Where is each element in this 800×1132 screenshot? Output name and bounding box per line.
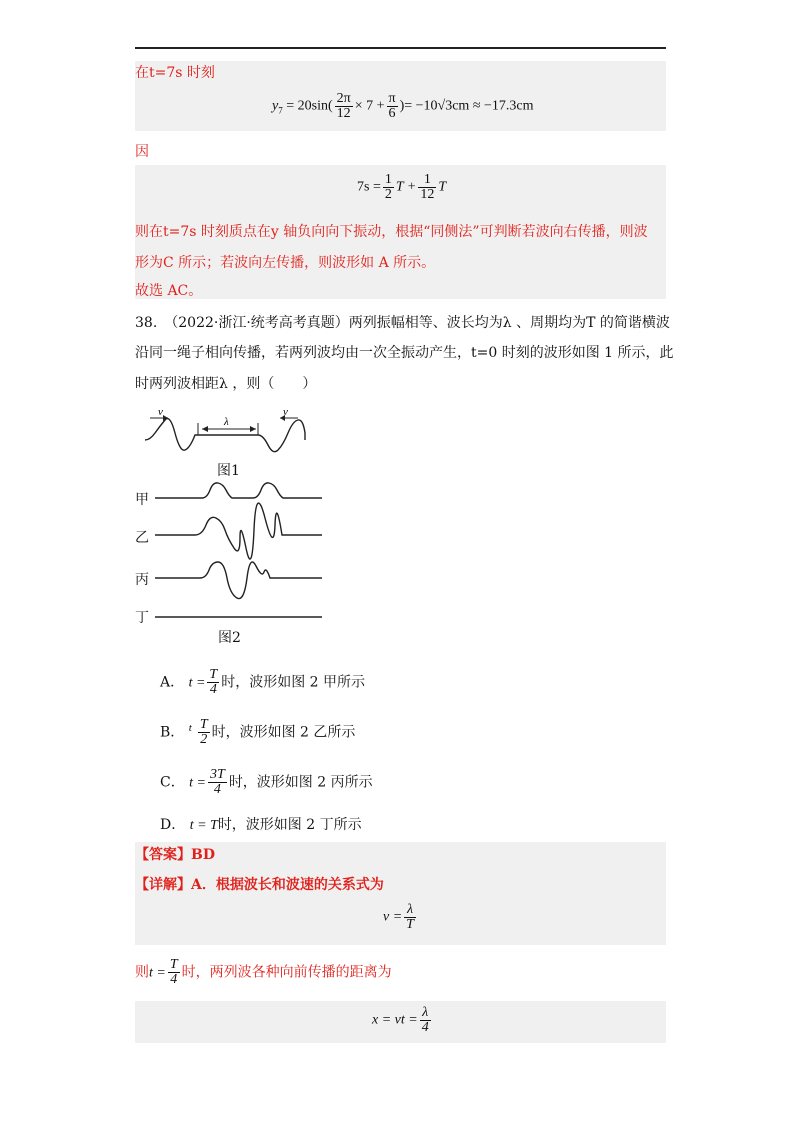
- waveform-yi: [155, 503, 322, 559]
- formula-7s: 7s = $\frac{1}{2}$ T + $\frac{1}{12}$ T: [357, 172, 447, 202]
- figure-1-caption: 图1: [217, 463, 240, 479]
- option-c: C． t = $\frac{3T}{4}$ 时，波形如图 2 丙所示: [160, 767, 373, 797]
- figure-2-caption: 图2: [218, 630, 241, 646]
- detail-line-2: 则t = $\frac{T}{4}$ 时，两列波各种向前传播的距离为: [135, 957, 392, 987]
- explanation-line-1: 则在t=7s 时刻质点在y 轴负向向下振动，根据“同侧法”可判断若波向右传播，则波: [135, 224, 648, 240]
- option-a: A． t = $\frac{T}{4}$ 时，波形如图 2 甲所示: [160, 667, 366, 697]
- fig2-row-label-bing: 丙: [135, 572, 149, 588]
- fig2-row-label-ding: 丁: [135, 610, 149, 626]
- formula-v: v = $\frac{\lambda}{T}$: [383, 902, 414, 932]
- formula-y7: $y_7 = 20\sin$( $\frac{2\pi}{12}$ × 7 + $\frac{\pi}{6}$ )= −10√3cm ≈ −17.3cm: [272, 91, 534, 121]
- label-v-left: v: [158, 406, 163, 418]
- figure-2: [150, 480, 325, 625]
- figure-1: [140, 405, 310, 460]
- waveform-jia: [155, 483, 322, 498]
- block2-intro: 因: [135, 144, 149, 160]
- block1-intro: 在t=7s 时刻: [135, 65, 215, 81]
- conclusion: 故选 AC。: [135, 283, 203, 299]
- question-line-3: 时两列波相距λ ，则（ ）: [135, 376, 317, 392]
- option-d: D． t = T时，波形如图 2 丁所示: [160, 817, 362, 833]
- waveform-bing: [155, 562, 322, 599]
- answer-label: 【答案】BD: [135, 847, 215, 863]
- label-v-right: v: [283, 406, 288, 418]
- option-b: B． $^t$ $\frac{T}{2}$ 时，波形如图 2 乙所示: [160, 717, 356, 747]
- explanation-line-2: 形为C 所示；若波向左传播，则波形如 A 所示。: [135, 255, 436, 271]
- detail-label: 【详解】A．根据波长和波速的关系式为: [135, 877, 384, 893]
- fig2-row-label-jia: 甲: [135, 492, 149, 508]
- label-lambda: λ: [224, 416, 229, 428]
- formula-x: x = vt = $\frac{\lambda}{4}$: [372, 1005, 429, 1035]
- header-rule: [135, 47, 666, 49]
- question-line-1: 38. （2022·浙江·统考高考真题）两列振幅相等、波长均为λ 、周期均为T 的简谐横波: [135, 315, 670, 331]
- fig2-row-label-yi: 乙: [135, 530, 149, 546]
- question-line-2: 沿同一绳子相向传播，若两列波均由一次全振动产生，t=0 时刻的波形如图 1 所示，此: [135, 345, 674, 361]
